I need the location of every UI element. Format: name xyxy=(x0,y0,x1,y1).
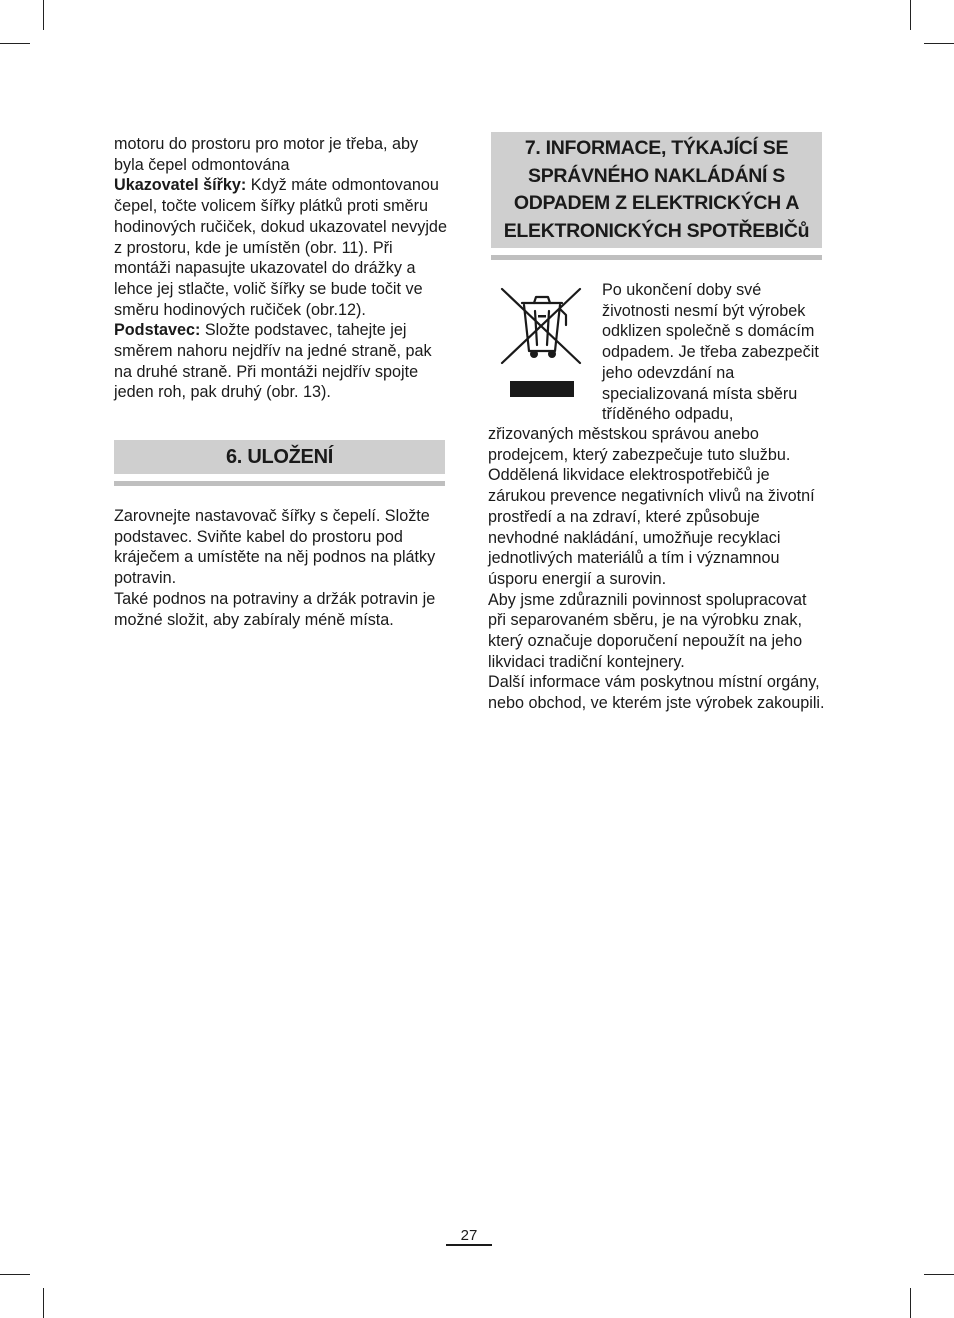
section-7-rule xyxy=(491,255,822,260)
page-number-underline xyxy=(446,1244,492,1246)
section-7-intro-text xyxy=(602,280,827,425)
section-7-paragraph-3: Další informace vám poskytnou místní orgány, nebo obchod, ve kterém jste výrobek zakoupili. xyxy=(488,673,825,713)
crop-mark-bl-h xyxy=(0,1274,30,1275)
section-6-heading: 6. ULOŽENÍ xyxy=(114,440,445,474)
page-number: 27 xyxy=(460,1227,478,1244)
width-indicator-text: Když máte odmontovanou čepel, točte volicem šířky plátků proti směru hodinových ručiček, dokud ukazovatel nevyjde z prostoru, kde je umístěn (obr. 11). Při montáži napasujte ukazovatel do drážky a lehce jej stlačte, volič šířky se bude točit ve směru hodinových ručiček (obr.12). xyxy=(114,176,447,319)
paragraph-stand xyxy=(114,320,449,403)
stand-label: Podstavec: xyxy=(114,321,201,340)
crossed-out-wheelie-bin-icon xyxy=(500,283,582,401)
section-7-heading: 7. INFORMACE, TÝKAJÍCÍ SE SPRÁVNÉHO NAKLÁDÁNÍ S ODPADEM Z ELEKTRICKÝCH A ELEKTRONICKÝCH SPOTŘEBIČů xyxy=(491,132,822,248)
stand-text: Složte podstavec, tahejte jej směrem nahoru nejdřív na jedné straně, pak na druhé straně. Při montáži nejdřív spojte jeden roh, pak druhý (obr. 13). xyxy=(114,321,432,402)
section-7-float-paragraph: Po ukončení doby své životnosti nesmí být výrobek odklizen společně s domácím odpadem. Je třeba zabezpečit jeho odevzdání na specializovaná místa sběru tříděného odpadu, xyxy=(602,281,819,424)
crop-mark-tr-v xyxy=(910,0,911,30)
crop-mark-tl-h xyxy=(0,43,30,44)
crop-mark-bl-v xyxy=(43,1288,44,1318)
section-6-rule xyxy=(114,481,445,486)
crop-mark-tl-v xyxy=(43,0,44,30)
paragraph-motor: motoru do prostoru pro motor je třeba, aby byla čepel odmontována xyxy=(114,135,419,174)
section-6-paragraph-1: Zarovnejte nastavovač šířky s čepelí. Složte podstavec. Sviňte kabel do prostoru pod kráječem a umístěte na něj podnos na plátky potravin. xyxy=(114,507,436,588)
section-7-paragraph-1: zřizovaných městskou správou anebo prodejcem, který zabezpečuje tuto službu. Oddělená likvidace elektrospotřebičů je zárukou prevence negativních vlivů na životní prostředí a na zdraví, které způsobuje nevhodné nakládání, umožňuje recyklaci jednotlivých materiálů a tím i významnou úsporu energií a surovin. xyxy=(488,425,815,588)
paragraph-width-indicator xyxy=(114,175,449,320)
section-7-paragraph-2: Aby jsme zdůraznili povinnost spolupracovat při separovaném sběru, je na výrobku znak, který označuje doporučení nepoužít na jeho likvidaci tradiční kontejnery. xyxy=(488,590,807,671)
crop-mark-br-v xyxy=(910,1288,911,1318)
crop-mark-br-h xyxy=(924,1274,954,1275)
section-6-body xyxy=(114,506,449,630)
section-7-body xyxy=(488,424,828,714)
left-column-text xyxy=(114,134,449,403)
crop-mark-tr-h xyxy=(924,43,954,44)
width-indicator-label: Ukazovatel šířky: xyxy=(114,176,247,195)
section-6-paragraph-2: Také podnos na potraviny a držák potravin je možné složit, aby zabíraly méně místa. xyxy=(114,589,436,629)
